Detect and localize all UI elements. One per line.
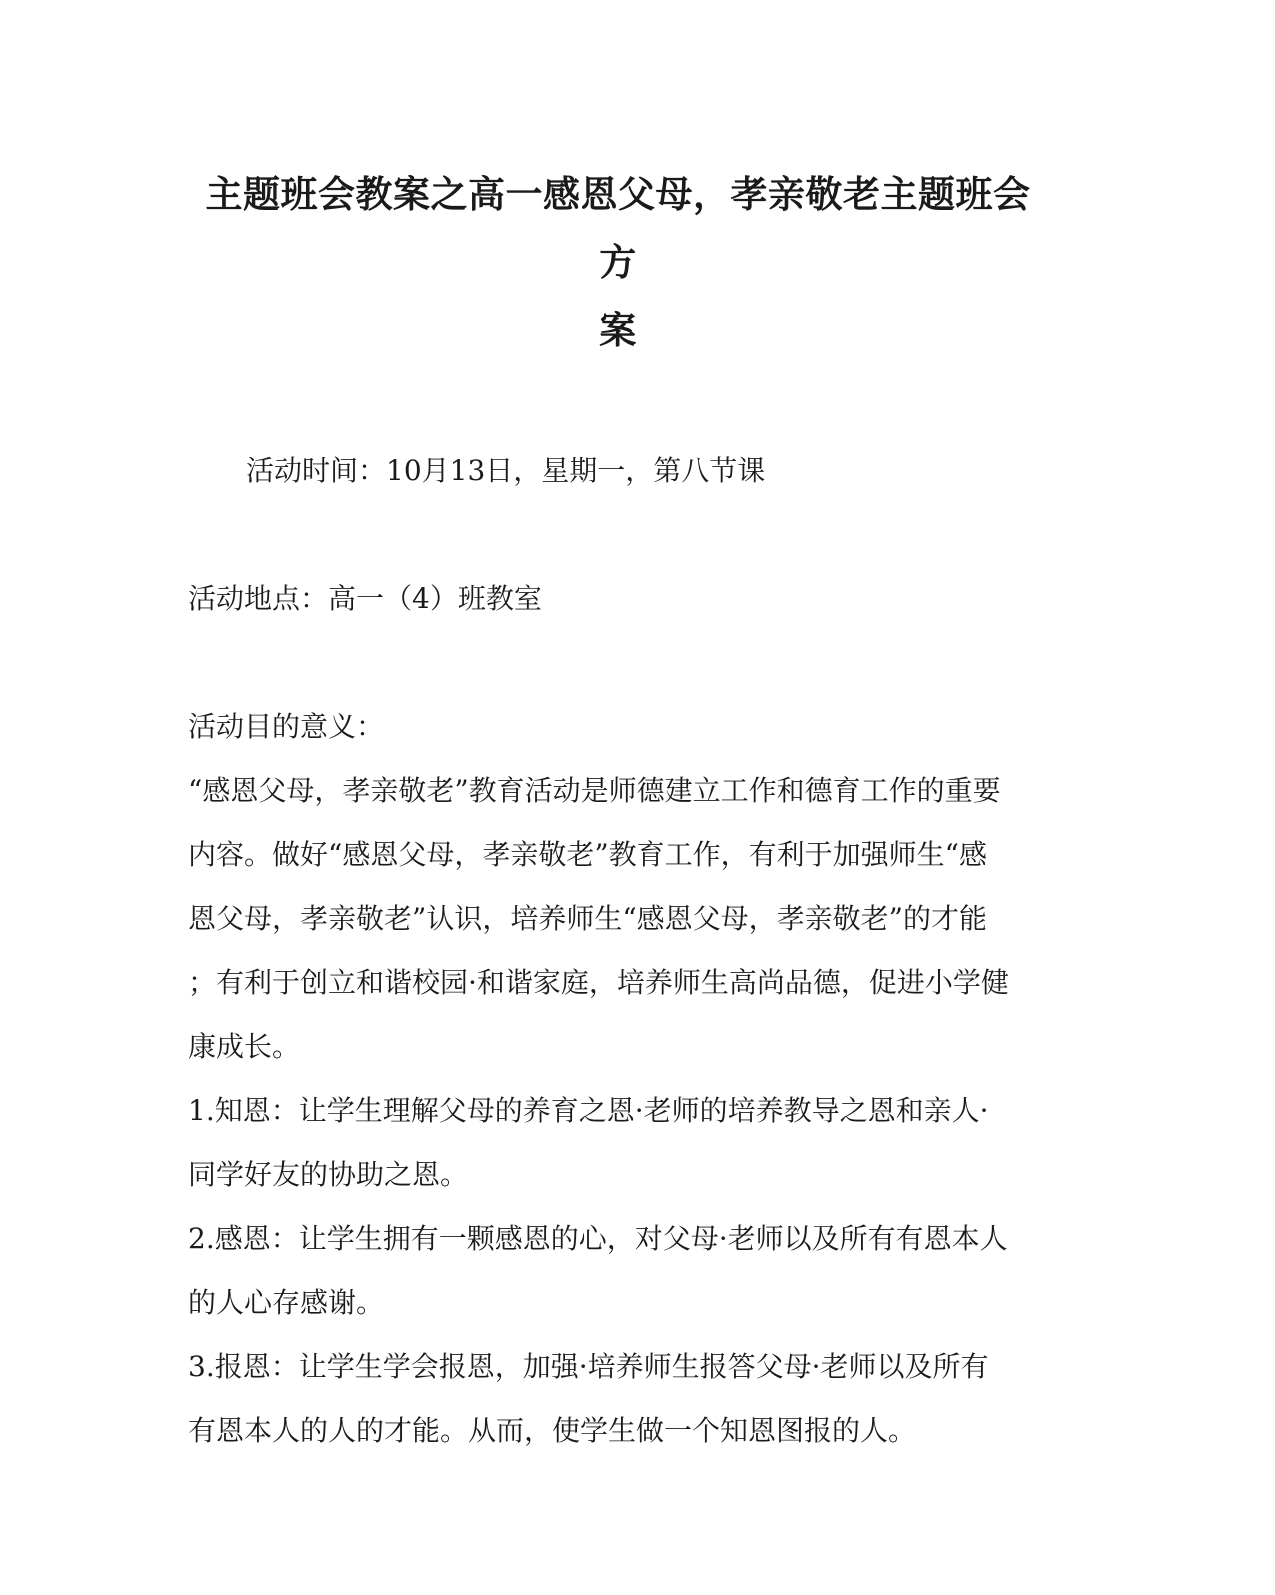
activity-place: 活动地点：高一（4）班教室 bbox=[188, 582, 542, 615]
purpose-heading: 活动目的意义： bbox=[188, 710, 385, 743]
goal-item-2 bbox=[188, 1207, 1048, 1335]
purpose-line: 内容。做好“感恩父母，孝亲敬老”教育工作，有利于加强师生“感 bbox=[188, 838, 987, 871]
goal-item-3 bbox=[188, 1335, 1048, 1463]
goal-item-line: 3.报恩：让学生学会报恩，加强·培养师生报答父母·老师以及所有 bbox=[188, 1350, 989, 1383]
title-line-1: 主题班会教案之高一感恩父母，孝亲敬老主题班会方 bbox=[205, 172, 1031, 284]
goal-item-line: 的人心存感谢。 bbox=[188, 1286, 385, 1319]
goal-item-line: 同学好友的协助之恩。 bbox=[188, 1158, 469, 1191]
activity-time: 活动时间：10月13日，星期一，第八节课 bbox=[246, 454, 766, 487]
title-line-2: 案 bbox=[599, 308, 637, 352]
goal-item-line: 2.感恩：让学生拥有一颗感恩的心，对父母·老师以及所有有恩本人 bbox=[188, 1222, 1008, 1255]
goal-item-line: 有恩本人的人的才能。从而，使学生做一个知恩图报的人。 bbox=[188, 1414, 917, 1447]
document-page bbox=[188, 160, 1048, 1463]
purpose-paragraph bbox=[188, 759, 1048, 1079]
purpose-line: “感恩父母，孝亲敬老”教育活动是师德建立工作和德育工作的重要 bbox=[188, 774, 1001, 807]
goal-item-1 bbox=[188, 1079, 1048, 1207]
purpose-line: 康成长。 bbox=[188, 1030, 301, 1063]
purpose-line: ；有利于创立和谐校园·和谐家庭，培养师生高尚品德，促进小学健 bbox=[188, 966, 1009, 999]
document-title bbox=[188, 160, 1048, 364]
purpose-line: 恩父母，孝亲敬老”认识，培养师生“感恩父母，孝亲敬老”的才能 bbox=[188, 902, 987, 935]
goal-item-line: 1.知恩：让学生理解父母的养育之恩·老师的培养教导之恩和亲人· bbox=[188, 1094, 989, 1127]
